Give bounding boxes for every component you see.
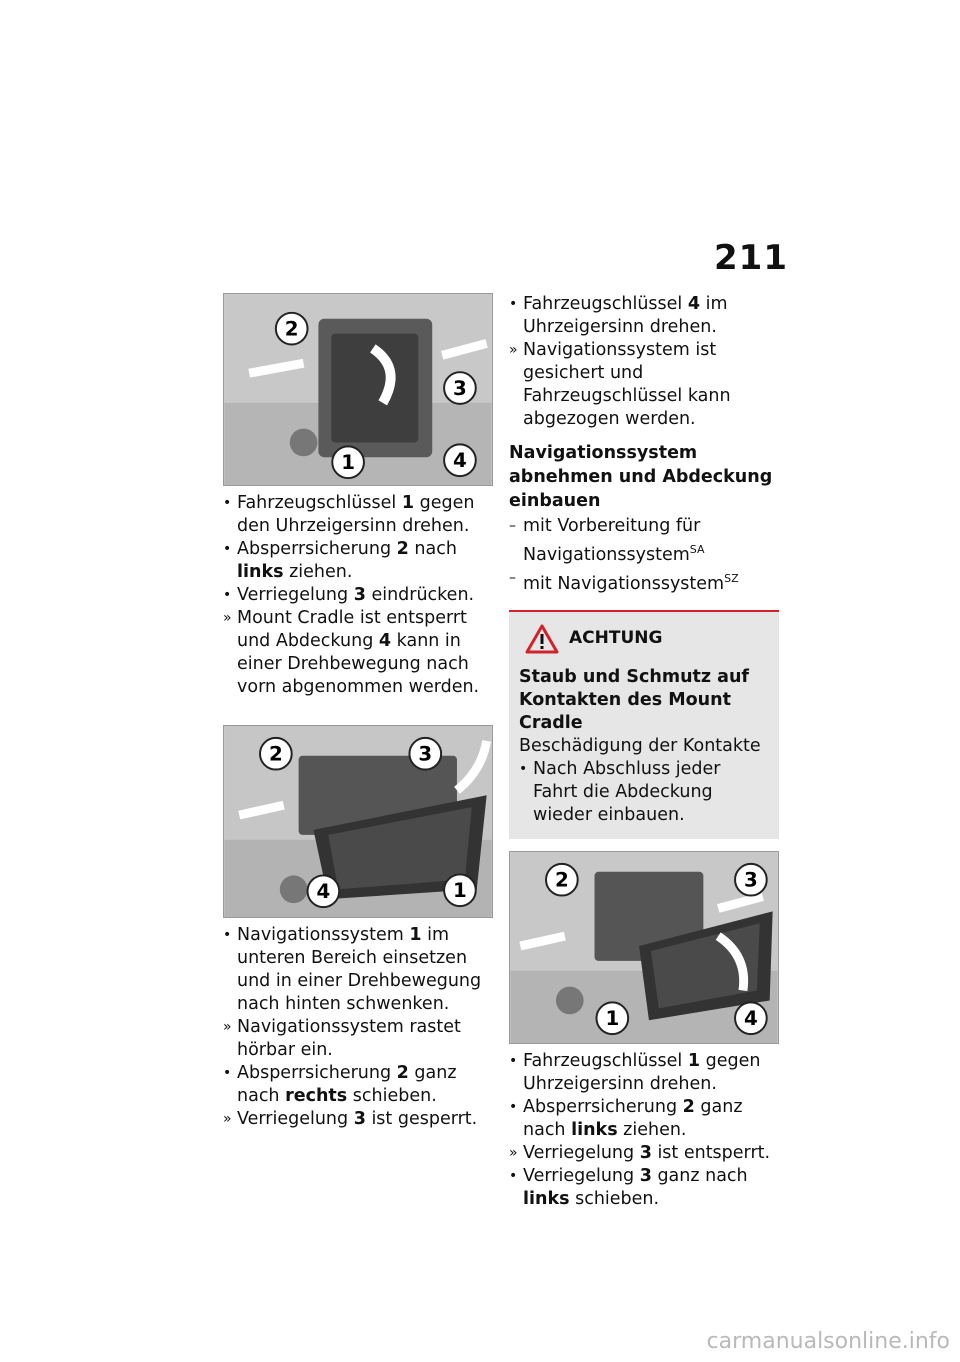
step-item [509,293,779,339]
callout-c: 1 [341,451,355,475]
callout-a: 2 [284,317,299,341]
step-item [509,1096,779,1142]
warning-title-row [525,624,769,654]
step-emphasis: 2 [682,1096,695,1117]
step-text: ist gesperrt. [365,1109,478,1129]
step-emphasis: 1 [409,925,422,945]
section-heading: Navigationssystem abnehmen und Abdeckung einbauen [509,443,773,511]
watermark: carmanualsonline.info [706,1329,950,1354]
callout-b: 3 [743,868,758,892]
step-emphasis: 3 [353,585,366,605]
bullet-marker: • [509,1167,518,1184]
warning-triangle-icon [525,624,559,654]
step-emphasis: 1 [401,493,415,513]
variant-list [509,515,779,596]
step-emphasis: 3 [639,1142,652,1163]
step-text: Fahrzeugschlüssel [237,493,402,513]
step-item [509,1142,779,1165]
step-text: schieben. [569,1188,660,1209]
warning-consequence: Beschädigung der Kontakte [519,735,761,756]
step-text: gegen den Uhrzeigersinn drehen. [237,493,475,536]
step-text: ganz nach [651,1165,748,1186]
step-text: Fahrzeugschlüssel [523,1050,688,1071]
callout-a: 2 [268,742,283,766]
figure-insert-navigation [223,725,493,918]
step-text: Navigationssystem ist gesichert und Fahrzeugschlüssel kann abgezogen werden. [523,340,731,429]
step-emphasis: 1 [687,1050,701,1071]
warning-measures [519,758,769,827]
bullet-marker: • [509,1052,518,1069]
bullet-marker: • [223,587,232,603]
step-text: ist entsperrt. [651,1142,771,1163]
variant-text: mit Navigationssystem [523,573,725,594]
warning-measure-text: Nach Abschluss jeder Fahrt die Abdeckung wieder einbauen. [533,758,721,825]
step-text: Verriegelung [523,1165,640,1186]
step-text: gegen Uhrzeigersinn drehen. [523,1050,761,1094]
right-column [509,293,779,1211]
step-text: kann in einer Drehbewegung nach vorn abgenommen werden. [237,631,480,697]
bullet-marker: • [509,296,518,312]
step-text: Mount Cradle ist entsperrt und Abdeckung [237,608,467,651]
step-text: ganz nach [523,1096,743,1140]
step-item [223,538,493,584]
variant-item [509,567,779,596]
steps-unlock [223,492,493,699]
figure-unlock-cradle-illustration [224,294,492,485]
step-emphasis: 2 [396,1063,409,1083]
step-text: ganz nach [237,1063,457,1106]
step-emphasis: 4 [687,294,701,314]
result-marker: » [509,342,518,358]
warning-title: ACHTUNG [569,628,663,649]
step-item [509,1165,779,1211]
warning-measure-item [519,758,769,827]
result-marker: » [509,1144,518,1161]
result-marker: » [223,1111,232,1127]
step-text: eindrücken. [365,585,475,605]
bullet-marker: • [223,495,232,511]
step-emphasis: links [571,1119,618,1140]
step-text: Absperrsicherung [523,1096,683,1117]
step-text: Navigationssystem [237,925,410,945]
step-item [223,924,493,1016]
step-text: Verriegelung [237,1109,354,1129]
bullet-marker: • [519,760,528,777]
step-text: Fahrzeugschlüssel [523,294,688,314]
figure-unlock-cradle [223,293,493,486]
callout-c: 4 [316,880,331,904]
step-emphasis: 2 [396,539,409,559]
callout-b: 3 [453,376,467,400]
step-emphasis: rechts [285,1086,348,1106]
callout-d: 4 [743,1006,758,1030]
steps-remove [509,1050,779,1211]
step-item [223,1062,493,1108]
step-item [223,607,493,699]
step-item [223,584,493,607]
step-item [223,492,493,538]
variant-sup: SA [689,543,705,556]
step-text: schieben. [347,1086,437,1106]
bullet-marker: • [223,541,232,557]
callout-c: 1 [605,1006,620,1030]
step-item [509,339,779,431]
callout-d: 1 [453,879,467,903]
step-emphasis: 3 [353,1109,366,1129]
bullet-marker: • [223,927,232,943]
left-column [223,293,493,1131]
step-emphasis: 3 [639,1165,652,1186]
result-marker: » [223,610,232,626]
step-text: Navigationssystem rastet hörbar ein. [237,1017,461,1060]
step-text: Absperrsicherung [237,539,397,559]
variant-sup: SZ [724,571,739,585]
step-item [509,1050,779,1096]
step-text: Verriegelung [523,1142,640,1163]
step-text: im unteren Bereich einsetzen und in einer Drehbewegung nach hinten schwenken. [237,925,482,1014]
step-text: im Uhrzeigersinn drehen. [523,294,728,337]
figure-remove-navigation-illustration [510,852,778,1043]
variant-text: mit Vorbereitung für Navigationssystem [523,516,701,565]
step-item [223,1108,493,1131]
step-item [223,1016,493,1062]
result-marker: » [223,1019,232,1035]
variant-marker: – [509,518,516,534]
step-text: ziehen. [617,1119,687,1140]
step-emphasis: links [523,1188,570,1209]
step-text: nach [408,539,457,559]
step-emphasis: links [237,562,284,582]
variant-marker: – [509,569,516,586]
page-number: 211 [714,238,788,278]
callout-a: 2 [554,868,569,892]
warning-box [509,610,779,839]
step-emphasis: 4 [378,631,392,651]
bullet-marker: • [223,1065,232,1081]
warning-hazard: Staub und Schmutz auf Kontakten des Mount Cradle [519,666,750,733]
callout-d: 4 [453,449,467,473]
steps-secure [509,293,779,431]
step-text: Absperrsicherung [237,1063,397,1083]
steps-insert [223,924,493,1131]
figure-remove-navigation [509,851,779,1044]
variant-item [509,515,779,567]
bullet-marker: • [509,1098,518,1115]
figure-insert-navigation-illustration [224,726,492,917]
callout-b: 3 [418,742,433,766]
step-text: Verriegelung [237,585,354,605]
step-text: ziehen. [283,562,353,582]
